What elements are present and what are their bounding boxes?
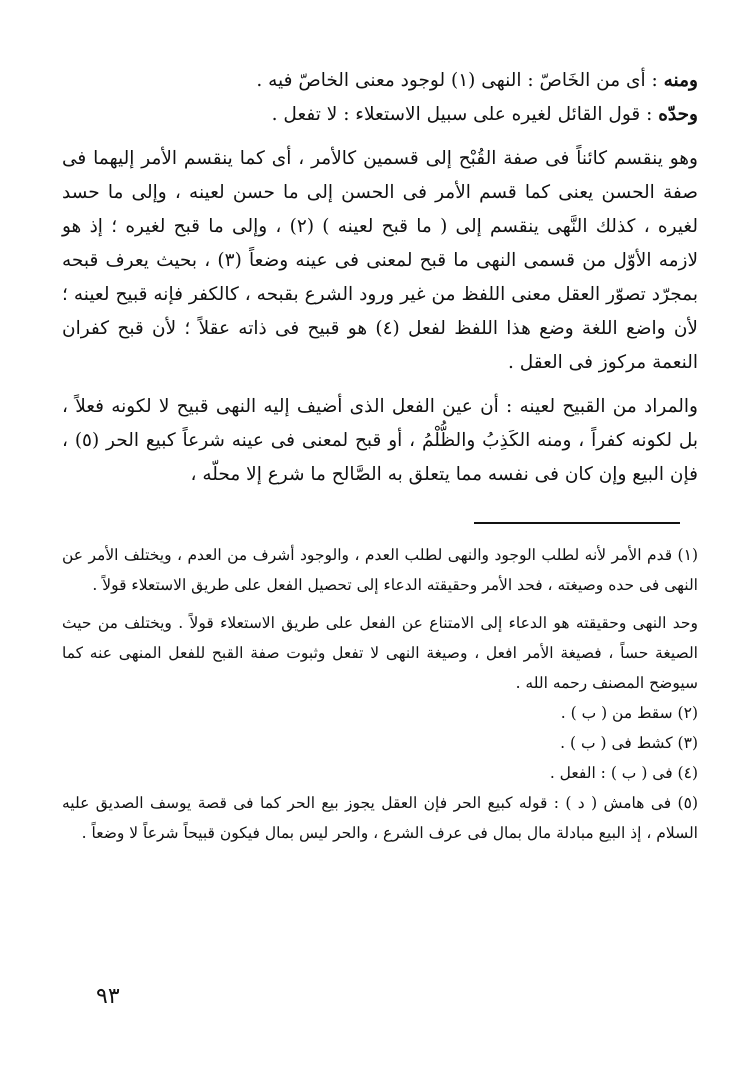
footnote-separator — [474, 522, 680, 524]
paragraph-text: : قول القائل لغيره على سبيل الاستعلاء : لا تفعل . — [271, 104, 659, 125]
footnotes — [62, 540, 698, 848]
footnote: (٢) سقط من ( ب ) . — [560, 704, 698, 722]
footnote: وحد النهى وحقيقته هو الدعاء إلى الامتناع عن الفعل على طريق الاستعلاء قولاً . ويختلف من حيث الصيغة حساً ، فصيغة الأمر افعل ، وصيغة النهى لا تفعل وثبوت صفة القبح للفعل المنهى عنه كما سيوضح المصنف رحمه الله . — [62, 614, 698, 692]
footnote: (١) قدم الأمر لأنه لطلب الوجود والنهى لطلب العدم ، والوجود أشرف من العدم ، ويختلف الأمر عن النهى فى حده وصيغته ، فحد الأمر وحقيقته الدعاء إلى تحصيل الفعل على طريق الاستعلاء قولاً . — [62, 546, 698, 594]
paragraph-text: والمراد من القبيح لعينه : أن عين الفعل الذى أضيف إليه النهى قبيح لا لكونه فعلاً ، بل لكونه كفراً ، ومنه الكَذِبُ والظُّلْمُ ، أو قبح لمعنى فى عينه شرعاً كبيع الحر (٥) ، فإن البيع وإن كان فى نفسه مما يتعلق به الصَّالح ما شرع إلا محلّه ، — [62, 396, 698, 485]
page-number: ٩٣ — [96, 984, 120, 1009]
lead-word: وحدّه — [658, 104, 698, 125]
main-text — [62, 64, 698, 492]
footnote: (٥) فى هامش ( د ) : قوله كبيع الحر فإن العقل يجوز بيع الحر كما فى قصة يوسف الصديق عليه السلام ، إذ البيع مبادلة مال بمال فى عرف الشرع ، والحر ليس بمال فيكون قبيحاً شرعاً لا وضعاً . — [62, 794, 698, 842]
paragraph-text: : أى من الخَاصّ : النهى (١) لوجود معنى الخاصّ فيه . — [256, 70, 664, 91]
footnote: (٤) فى ( ب ) : الفعل . — [549, 764, 698, 782]
lead-word: ومنه — [663, 70, 698, 91]
paragraph — [62, 64, 698, 98]
paragraph — [62, 142, 698, 380]
footnote: (٣) كشط فى ( ب ) . — [560, 734, 698, 752]
paragraph-text: وهو ينقسم كائناً فى صفة القُبْح إلى قسمين كالأمر ، أى كما ينقسم الأمر إليهما فى صفة الحسن يعنى كما قسم الأمر فى الحسن إلى ما حسن لعينه ، وإلى ما حسد لغيره ، كذلك النَّهى ينقسم إلى ( ما قبح لعينه ) (٢) ، وإلى ما قبح لغيره ؛ إذ هو لازمه الأوّل من قسمى النهى ما قبح لمعنى فى عينه وضعاً (٣) ، بحيث يعرف قبحه بمجرّد تصوّر العقل معنى اللفظ من غير ورود الشرع بقبحه ، كالكفر فإنه قبيح لعينه ؛ لأن واضع اللغة وضع هذا اللفظ لفعل (٤) هو قبيح فى ذاته عقلاً ؛ لأن قبح كفران النعمة مركوز فى العقل . — [62, 148, 699, 373]
paragraph — [62, 98, 698, 132]
paragraph — [62, 390, 698, 492]
